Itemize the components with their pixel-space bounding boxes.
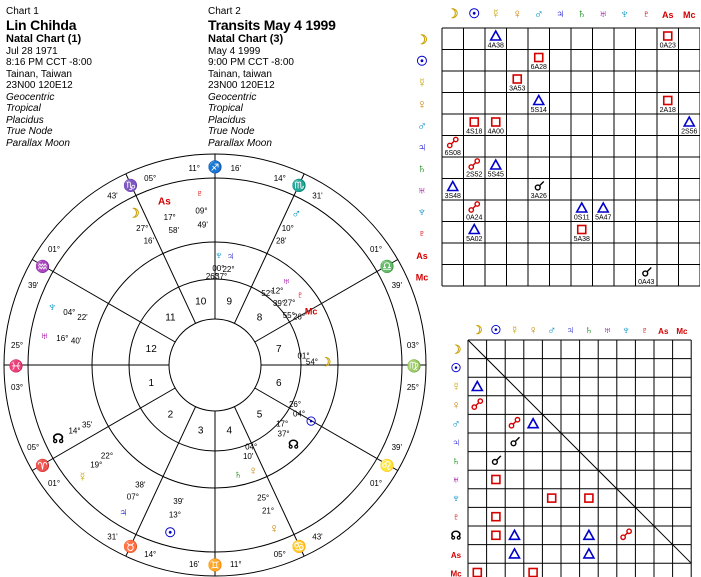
transit-planet-glyph: As bbox=[158, 196, 171, 208]
row-header-glyph: ♇ bbox=[417, 225, 427, 241]
row-header-glyph: ☿ bbox=[451, 379, 461, 394]
aspect-orb: 0A24 bbox=[466, 214, 483, 222]
chart2-date: May 4 1999 bbox=[208, 45, 261, 57]
aspect-orb: 0A43 bbox=[638, 279, 655, 286]
column-header-glyph: ♀ bbox=[528, 323, 538, 337]
aspect-trine-icon bbox=[584, 530, 594, 539]
aspect-grid-natal bbox=[400, 320, 700, 577]
cusp-sign-icon: ♎ bbox=[379, 259, 395, 274]
row-header-glyph: ♂ bbox=[417, 117, 427, 133]
transit-planet-glyph: ♂ bbox=[291, 205, 302, 221]
column-header-glyph: ☽ bbox=[471, 323, 483, 337]
aspect-opposition-icon bbox=[627, 529, 631, 533]
planet-minute: 17° bbox=[276, 419, 289, 429]
planet-degree: 13° bbox=[168, 510, 181, 520]
aspect-conjunction-line bbox=[647, 268, 651, 272]
cusp-minute: 05° bbox=[27, 442, 40, 452]
transit-planet-glyph: ☿ bbox=[77, 469, 88, 485]
planet-minute: 37° bbox=[215, 272, 228, 282]
row-header-glyph: As bbox=[450, 550, 462, 560]
row-header-glyph: ☿ bbox=[417, 74, 427, 90]
column-header-glyph: ♅ bbox=[603, 323, 612, 337]
center-ring bbox=[169, 319, 261, 411]
row-header-glyph: As bbox=[416, 250, 428, 261]
natal-planet-glyph: ☽ bbox=[320, 355, 332, 370]
cusp-minute: 01° bbox=[369, 478, 383, 488]
house-number: 11 bbox=[165, 312, 176, 324]
chart2-setting: Tropical bbox=[208, 103, 243, 114]
column-header-glyph: ♆ bbox=[619, 6, 630, 21]
row-header-glyph: ☉ bbox=[450, 360, 462, 375]
aspect-orb: 3A26 bbox=[530, 193, 547, 200]
aspect-trine-icon bbox=[534, 96, 544, 105]
aspect-square-icon bbox=[473, 569, 481, 577]
row-header-glyph: ♂ bbox=[451, 416, 461, 431]
row-header-glyph: ☉ bbox=[416, 53, 428, 69]
planet-minute: 22° bbox=[100, 451, 114, 461]
row-header-glyph: ♇ bbox=[451, 509, 461, 524]
planet-degree: 16° bbox=[56, 334, 69, 344]
house-number: 7 bbox=[275, 343, 282, 355]
row-header-glyph: ☊ bbox=[450, 528, 462, 543]
planet-minute: 55° bbox=[282, 311, 295, 321]
chart1-name: Lin Chihda bbox=[6, 16, 77, 33]
aspect-conjunction-icon bbox=[511, 441, 516, 446]
aspect-orb: 5A38 bbox=[573, 236, 590, 243]
cusp-sign-icon: ♋ bbox=[291, 539, 307, 554]
transit-planet-glyph: ♆ bbox=[47, 298, 58, 314]
chart2-setting: Placidus bbox=[208, 114, 246, 126]
planet-minute: 35' bbox=[81, 420, 93, 430]
chart2-label: Chart 2 bbox=[208, 6, 241, 17]
cusp-degree: 03° bbox=[406, 341, 419, 351]
chart1-setting: True Node bbox=[6, 126, 53, 137]
aspect-trine-icon bbox=[528, 419, 538, 428]
aspect-conjunction-line bbox=[516, 437, 520, 441]
natal-planet-glyph: ♇ bbox=[295, 287, 305, 302]
aspect-trine-icon bbox=[448, 182, 458, 191]
house-number: 10 bbox=[195, 296, 207, 308]
aspect-trine-icon bbox=[491, 160, 501, 169]
column-header-glyph: ♂ bbox=[533, 6, 544, 21]
chart2-place: Tainan, taiwan bbox=[208, 68, 272, 80]
chart2-setting: Geocentric bbox=[208, 91, 257, 103]
aspect-opposition-icon bbox=[478, 399, 482, 403]
planet-minute: 58' bbox=[168, 226, 179, 236]
house-number: 5 bbox=[256, 409, 263, 421]
house-number: 9 bbox=[226, 296, 233, 308]
aspect-orb: 6A28 bbox=[530, 64, 547, 71]
aspect-trine-icon bbox=[684, 117, 694, 126]
aspect-orb: 2S52 bbox=[466, 171, 483, 179]
planet-minute: 01° bbox=[297, 351, 310, 361]
chart1-date: Jul 28 1971 bbox=[6, 45, 58, 57]
aspect-orb: 5A47 bbox=[595, 214, 612, 222]
cusp-sign-icon: ♌ bbox=[379, 458, 395, 473]
row-header-glyph: ☽ bbox=[450, 342, 462, 357]
natal-planet-glyph: ♀ bbox=[248, 463, 258, 478]
house-number: 1 bbox=[148, 378, 155, 390]
cusp-sign-icon: ♓ bbox=[8, 359, 24, 373]
aspect-trine-icon bbox=[510, 549, 520, 558]
aspect-conjunction-icon bbox=[493, 460, 498, 465]
planet-degree: 00° bbox=[212, 264, 225, 274]
row-header-glyph: ♄ bbox=[417, 160, 427, 176]
cusp-sign-icon: ♒ bbox=[35, 259, 51, 274]
chart1-header bbox=[6, 6, 196, 149]
planet-minute: 25° bbox=[257, 493, 270, 503]
row-header-glyph: ♅ bbox=[417, 182, 427, 198]
planet-degree: 10' bbox=[242, 452, 254, 462]
planet-degree: 26° bbox=[292, 312, 306, 322]
chart2-header bbox=[208, 6, 398, 149]
cusp-minute: 39' bbox=[391, 281, 403, 291]
cusp-degree: 11° bbox=[188, 164, 200, 174]
row-header-glyph: ♄ bbox=[451, 453, 461, 468]
aspect-square-icon bbox=[535, 54, 543, 62]
column-header-glyph: Mc bbox=[682, 10, 696, 20]
planet-minute: 39° bbox=[272, 299, 286, 309]
house-number: 3 bbox=[197, 425, 204, 437]
chart1-time: 8:16 PM CCT -8:00 bbox=[6, 57, 92, 68]
cusp-degree: 43' bbox=[107, 191, 118, 201]
planet-degree: 17° bbox=[163, 212, 176, 222]
aspect-opposition-icon bbox=[475, 202, 479, 206]
transit-planet-glyph: ♅ bbox=[39, 327, 50, 343]
aspect-trine-icon bbox=[510, 530, 520, 539]
house-number: 4 bbox=[226, 425, 233, 437]
cusp-degree: 14° bbox=[144, 550, 157, 560]
row-header-glyph: ♀ bbox=[451, 398, 461, 413]
aspect-square-icon bbox=[529, 569, 537, 577]
aspect-orb: 4A38 bbox=[487, 42, 504, 50]
aspect-orb: 0A23 bbox=[659, 42, 676, 50]
aspect-conjunction-line bbox=[497, 456, 501, 460]
column-header-glyph: ♃ bbox=[555, 6, 566, 21]
planet-degree: 10° bbox=[281, 224, 294, 234]
chart1-setting: Tropical bbox=[6, 103, 41, 114]
natal-planet-glyph: ♆ bbox=[214, 248, 224, 263]
column-header-glyph: As bbox=[661, 10, 674, 20]
planet-minute: 38' bbox=[135, 480, 146, 490]
cusp-sign-icon: ♏ bbox=[291, 178, 307, 193]
cusp-minute: 25° bbox=[406, 382, 419, 392]
cusp-sign-icon: ♐ bbox=[207, 160, 223, 174]
column-header-glyph: ♀ bbox=[512, 6, 523, 21]
column-header-glyph: ☿ bbox=[510, 323, 519, 337]
transit-planet-glyph: ☽ bbox=[127, 205, 140, 221]
planet-minute: 39' bbox=[173, 497, 184, 507]
row-header-glyph: ♃ bbox=[451, 435, 461, 450]
column-header-glyph: ♆ bbox=[621, 323, 631, 337]
planet-minute: 40' bbox=[70, 336, 82, 346]
cusp-minute: 16' bbox=[188, 559, 200, 569]
aspect-square-icon bbox=[664, 97, 672, 105]
row-header-glyph: Mc bbox=[450, 569, 462, 577]
aspect-conjunction-icon bbox=[535, 185, 540, 190]
planet-degree: 04° bbox=[63, 307, 76, 317]
cusp-sign-icon: ♈ bbox=[35, 458, 51, 473]
aspect-orb: 4A00 bbox=[487, 128, 504, 136]
chart1-setting: Parallax Moon bbox=[6, 137, 70, 149]
aspect-orb: 5S14 bbox=[530, 107, 547, 114]
aspect-conjunction-line bbox=[540, 182, 544, 186]
chart1-setting: Placidus bbox=[6, 114, 44, 126]
chart1-setting: Geocentric bbox=[6, 91, 55, 103]
aspect-trine-icon bbox=[577, 203, 587, 212]
column-header-glyph: ♂ bbox=[547, 323, 557, 337]
column-header-glyph: ♇ bbox=[641, 6, 652, 21]
column-header-glyph: Mc bbox=[676, 327, 688, 336]
chart2-setting: True Node bbox=[208, 126, 255, 137]
transit-planet-glyph: ♀ bbox=[269, 520, 280, 536]
column-header-glyph: ☉ bbox=[468, 6, 481, 21]
cusp-sign-icon: ♍ bbox=[406, 359, 422, 373]
cusp-degree: 39' bbox=[27, 281, 39, 291]
natal-planet-glyph: ♅ bbox=[281, 273, 291, 288]
aspect-square-icon bbox=[513, 75, 521, 83]
natal-planet-glyph: ☊ bbox=[288, 437, 299, 452]
aspect-square-icon bbox=[664, 32, 672, 40]
column-header-glyph: ☿ bbox=[490, 6, 501, 21]
column-header-glyph: ♄ bbox=[584, 323, 594, 337]
natal-planet-glyph: ♃ bbox=[225, 249, 235, 264]
planet-degree: 04° bbox=[292, 409, 306, 419]
aspect-trine-icon bbox=[584, 549, 594, 558]
planet-degree: 22° bbox=[222, 264, 235, 274]
cusp-degree: 03° bbox=[11, 382, 24, 392]
column-header-glyph: ♅ bbox=[598, 6, 609, 21]
aspect-opposition-icon bbox=[475, 159, 479, 163]
planet-degree: 14° bbox=[68, 426, 81, 436]
planet-degree: 12° bbox=[271, 286, 284, 296]
row-header-glyph: Mc bbox=[415, 272, 429, 283]
planet-degree: 54° bbox=[305, 357, 318, 367]
aspect-square-icon bbox=[492, 476, 500, 484]
row-header-glyph: ☽ bbox=[416, 31, 428, 47]
aspect-orb: 2S56 bbox=[681, 128, 698, 136]
cusp-degree: 11° bbox=[230, 559, 242, 569]
cusp-degree: 43' bbox=[312, 532, 323, 542]
aspect-orb: 3A53 bbox=[509, 85, 526, 93]
row-header-glyph: ♆ bbox=[451, 491, 461, 506]
aspect-orb: 3S48 bbox=[444, 193, 461, 200]
aspect-opposition-icon bbox=[454, 137, 458, 141]
natal-planet-glyph: ☉ bbox=[305, 414, 317, 429]
aspect-square-icon bbox=[578, 226, 586, 234]
transit-planet-glyph: ♇ bbox=[195, 185, 205, 201]
cusp-sign-icon: ♉ bbox=[123, 539, 139, 554]
aspect-orb: 4S18 bbox=[466, 128, 483, 136]
planet-degree: 27° bbox=[136, 224, 149, 234]
cusp-sign-icon: ♑ bbox=[123, 178, 139, 193]
planet-minute: 52° bbox=[261, 288, 274, 298]
cusp-degree: 14° bbox=[273, 173, 286, 183]
aspect-square-icon bbox=[492, 531, 500, 539]
cusp-minute: 31' bbox=[107, 532, 118, 542]
chart1-coords: 23N00 120E12 bbox=[6, 80, 73, 91]
house-number: 12 bbox=[145, 343, 157, 355]
house-number: 6 bbox=[275, 378, 282, 390]
planet-minute: 26° bbox=[288, 400, 302, 410]
cusp-minute: 31' bbox=[312, 191, 323, 201]
column-header-glyph: ♇ bbox=[640, 323, 650, 337]
planet-degree: 21° bbox=[261, 506, 275, 516]
column-header-glyph: ♄ bbox=[576, 6, 587, 21]
planet-minute: 28' bbox=[275, 236, 287, 246]
transit-planet-glyph: ☊ bbox=[52, 431, 64, 447]
aspect-orb: 0S11 bbox=[573, 214, 590, 222]
aspect-orb: 5A02 bbox=[466, 236, 483, 243]
natal-planet-glyph: Mc bbox=[304, 306, 318, 317]
house-cusp-line bbox=[255, 388, 398, 471]
cusp-degree: 39' bbox=[391, 442, 403, 452]
chart1-label: Chart 1 bbox=[6, 6, 39, 17]
chart2-setting: Parallax Moon bbox=[208, 137, 272, 149]
row-header-glyph: ♆ bbox=[417, 203, 427, 219]
chart2-name: Transits May 4 1999 bbox=[208, 16, 336, 33]
planet-degree: 09° bbox=[195, 206, 208, 216]
chart2-time: 9:00 PM CCT -8:00 bbox=[208, 57, 294, 68]
cusp-minute: 16' bbox=[230, 164, 242, 174]
aspect-orb: 5S45 bbox=[487, 171, 504, 179]
aspect-grid-transit bbox=[400, 0, 700, 300]
planet-degree: 27° bbox=[283, 298, 296, 308]
chart1-place: Tainan, Taiwan bbox=[6, 68, 72, 80]
row-header-glyph: ♅ bbox=[451, 472, 461, 487]
aspect-orb: 2A18 bbox=[659, 107, 676, 114]
aspect-trine-icon bbox=[472, 382, 482, 391]
aspect-square-icon bbox=[548, 494, 556, 502]
column-header-glyph: ☉ bbox=[490, 323, 502, 337]
planet-minute: 16' bbox=[143, 236, 155, 246]
chart2-type: Natal Chart (3) bbox=[208, 32, 284, 45]
column-header-glyph: As bbox=[658, 327, 669, 336]
natal-planet-glyph: ♄ bbox=[233, 467, 243, 482]
transit-planet-glyph: ☉ bbox=[164, 525, 177, 541]
cusp-degree: 01° bbox=[369, 245, 383, 255]
cusp-minute: 01° bbox=[47, 245, 61, 255]
planet-degree: 07° bbox=[126, 492, 139, 502]
planet-minute: 49' bbox=[197, 220, 208, 230]
cusp-minute: 25° bbox=[11, 341, 24, 351]
planet-minute: 04° bbox=[245, 442, 258, 452]
aspect-orb: 6S08 bbox=[444, 150, 461, 157]
aspect-trine-icon bbox=[491, 31, 501, 40]
chart-wheel bbox=[0, 150, 430, 577]
cusp-degree: 01° bbox=[47, 478, 61, 488]
aspect-square-icon bbox=[585, 494, 593, 502]
row-header-glyph: ♃ bbox=[417, 139, 427, 155]
aspect-conjunction-icon bbox=[643, 271, 648, 276]
planet-degree: 19° bbox=[90, 460, 103, 470]
chart2-coords: 23N00 120E12 bbox=[208, 80, 275, 91]
aspect-trine-icon bbox=[598, 203, 608, 212]
cusp-minute: 05° bbox=[144, 173, 157, 183]
planet-minute: 22' bbox=[77, 312, 88, 322]
house-number: 2 bbox=[167, 409, 174, 421]
aspect-opposition-icon bbox=[515, 418, 519, 422]
house-number: 8 bbox=[256, 312, 263, 324]
column-header-glyph: ☽ bbox=[446, 6, 459, 21]
planet-minute: 26° bbox=[205, 272, 218, 282]
aspect-trine-icon bbox=[469, 225, 479, 234]
aspect-square-icon bbox=[492, 513, 500, 521]
planet-degree: 37° bbox=[277, 429, 290, 439]
row-header-glyph: ♀ bbox=[417, 96, 427, 112]
aspect-square-icon bbox=[470, 118, 478, 126]
cusp-minute: 05° bbox=[273, 550, 286, 560]
column-header-glyph: ♃ bbox=[565, 323, 575, 337]
transit-planet-glyph: ♃ bbox=[118, 504, 129, 520]
aspect-square-icon bbox=[492, 118, 500, 126]
cusp-sign-icon: ♊ bbox=[207, 558, 223, 572]
chart1-type: Natal Chart (1) bbox=[6, 32, 82, 45]
